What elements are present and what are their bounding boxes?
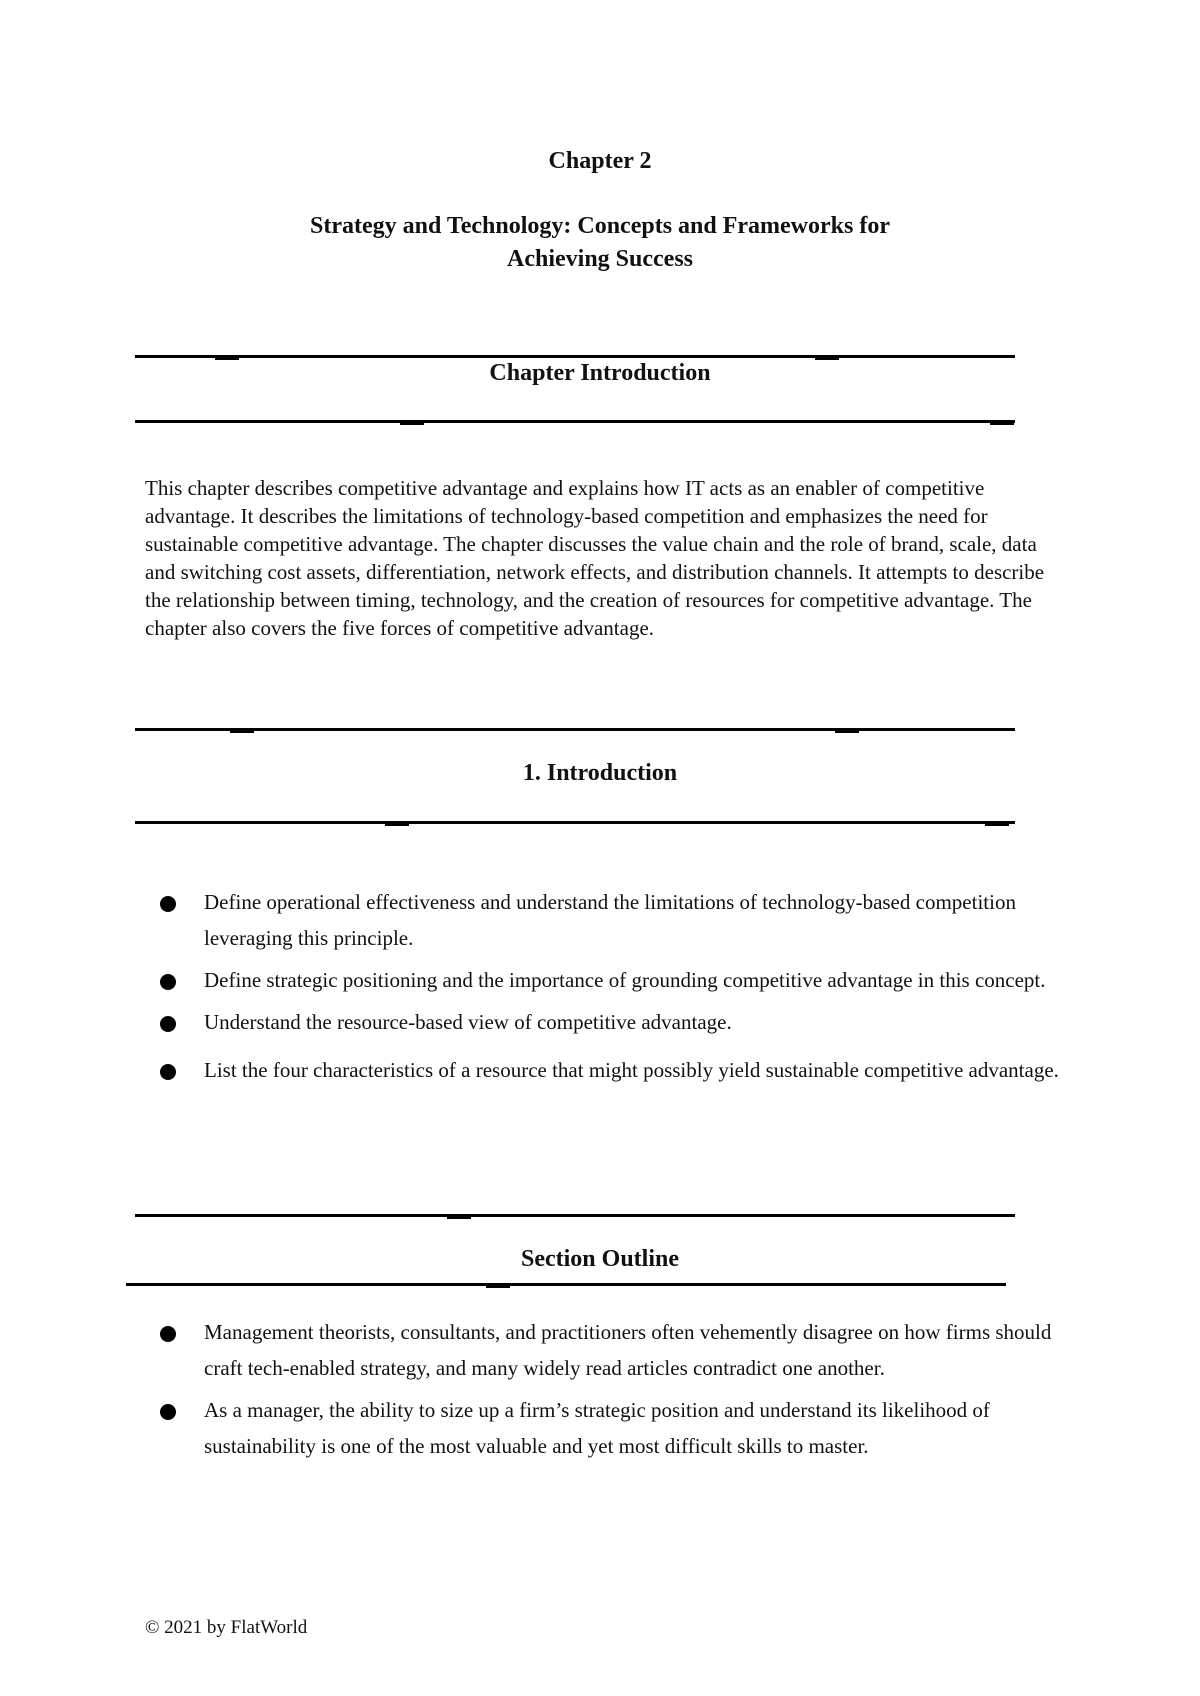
list-item-text: As a manager, the ability to size up a firm’s strategic position and understand its likelihood of sustainability is one of the most valuable and yet most difficult skills to master.: [204, 1398, 990, 1458]
chapter-introduction-paragraph: This chapter describes competitive advantage and explains how IT acts as an enabler of competitive advantage. It describes the limitations of technology-based competition and emphasizes the need for sustainable competitive advantage. The chapter discusses the value chain and the role of brand, scale, data and switching cost assets, differentiation, network effects, and distribution channels. It attempts to describe the relationship between timing, technology, and the creation of resources for competitive advantage. The chapter also covers the five forces of competitive advantage.: [145, 476, 1045, 640]
chapter-title-line-1: Strategy and Technology: Concepts and Frameworks for: [310, 213, 890, 239]
list-item-text: Define operational effectiveness and understand the limitations of technology-based competition leveraging this principle.: [204, 890, 1016, 950]
introduction-heading: 1. Introduction: [522, 760, 678, 786]
list-item: [158, 884, 1078, 956]
bullet-icon: [160, 1016, 176, 1032]
list-item-text: Define strategic positioning and the importance of grounding competitive advantage in this concept.: [204, 968, 1046, 992]
bullet-icon: [160, 974, 176, 990]
divider-rule: [135, 420, 1015, 423]
chapter-number: Chapter 2: [548, 148, 652, 174]
divider-rule: [135, 1214, 1015, 1217]
divider-rule: [135, 821, 1015, 824]
section-outline-heading: Section Outline: [520, 1246, 679, 1272]
section-outline-list: [158, 1314, 1078, 1464]
chapter-introduction-heading: Chapter Introduction: [489, 360, 711, 386]
bullet-icon: [160, 1064, 176, 1080]
learning-objectives-list: [158, 884, 1078, 1088]
footer-copyright: © 2021 by FlatWorld: [145, 1617, 308, 1638]
bullet-icon: [160, 1404, 176, 1420]
divider-rule: [126, 1283, 1006, 1286]
chapter-title: [0, 210, 1200, 276]
list-item: [158, 1314, 1078, 1386]
divider-rule: [135, 355, 1015, 358]
list-item: [158, 1392, 1078, 1464]
chapter-title-line-2: Achieving Success: [507, 246, 693, 272]
list-item-text: Management theorists, consultants, and practitioners often vehemently disagree on how firms should craft tech-enabled strategy, and many widely read articles contradict one another.: [204, 1320, 1052, 1380]
bullet-icon: [160, 896, 176, 912]
list-item-text: List the four characteristics of a resource that might possibly yield sustainable competitive advantage.: [204, 1058, 1059, 1082]
divider-rule: [135, 728, 1015, 731]
bullet-icon: [160, 1326, 176, 1342]
list-item: [158, 1004, 1078, 1040]
list-item: [158, 962, 1078, 998]
list-item: [158, 1052, 1078, 1088]
list-item-text: Understand the resource-based view of competitive advantage.: [204, 1010, 732, 1034]
